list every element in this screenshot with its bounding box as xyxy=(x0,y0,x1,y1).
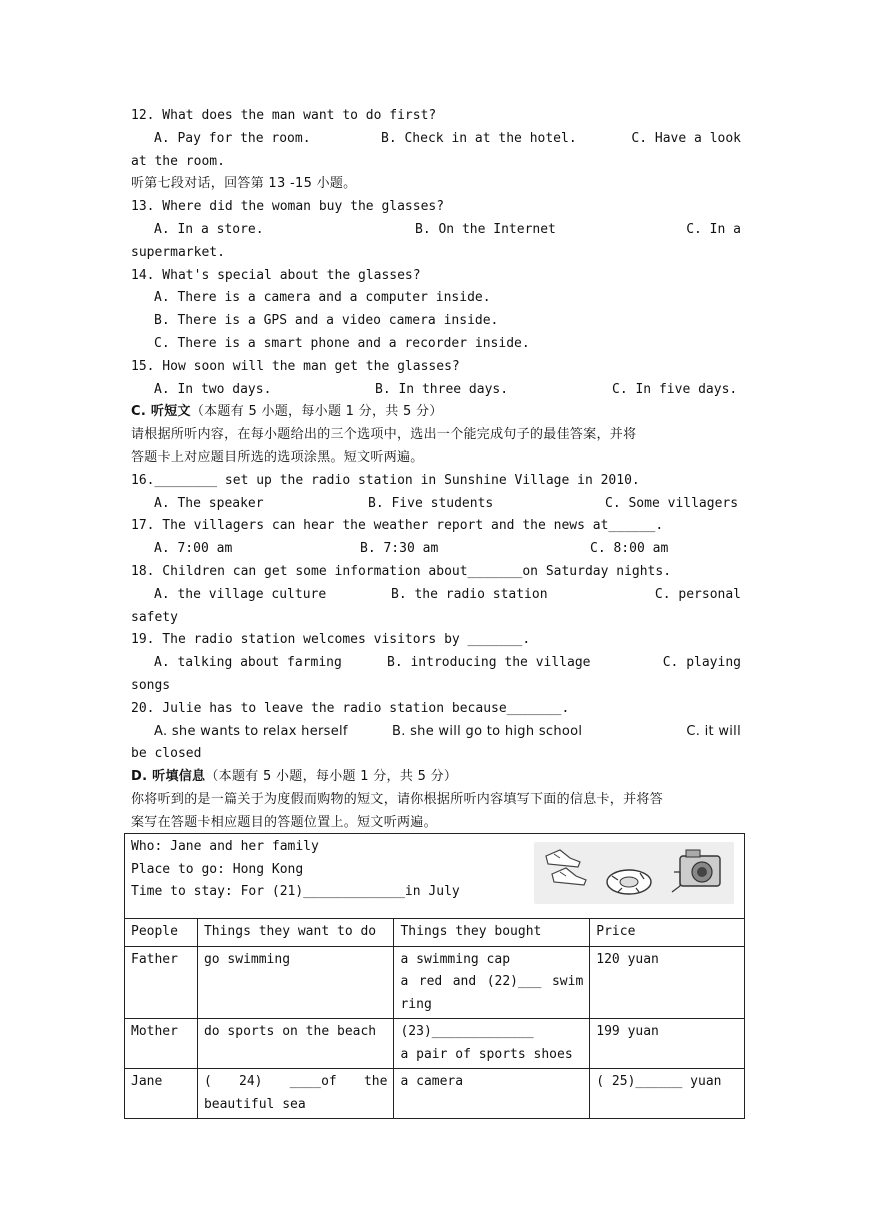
row-mother-bought-1: (23)_____________ xyxy=(400,1024,534,1039)
q20-option-c-cont: be closed xyxy=(131,746,202,762)
table-row xyxy=(125,946,745,1019)
section-d-note: （本题有 5 小题，每小题 1 分，共 5 分） xyxy=(205,769,458,785)
card-who: Who: Jane and her family xyxy=(131,839,319,854)
row-jane-want-1: ( 24) ____of the xyxy=(203,1074,388,1089)
row-father-bought-1: a swimming cap xyxy=(400,951,511,967)
q13-option-c: C. In a xyxy=(686,221,741,237)
q18-option-c: C. personal xyxy=(654,586,741,602)
table-row xyxy=(125,1019,745,1069)
q13-option-c-cont: supermarket. xyxy=(131,244,225,260)
q19-option-c: C. playing xyxy=(662,655,741,671)
card-time: Time to stay: For (21)_____________in July xyxy=(131,884,460,899)
q12-option-a: A. Pay for the room. xyxy=(154,130,311,146)
q12-option-c: C. Have a look xyxy=(631,130,741,146)
info-card-header-row xyxy=(125,834,745,919)
q14-option-a: A. There is a camera and a computer inside. xyxy=(154,290,491,306)
q15-option-b: B. In three days. xyxy=(375,381,509,397)
q16-option-b: B. Five students xyxy=(368,495,494,511)
header-people: People xyxy=(125,919,198,947)
shoes-ring-camera-icon xyxy=(534,842,734,904)
section-c-title: C. 听短文 xyxy=(131,404,191,420)
info-card-table xyxy=(124,833,745,1119)
q12-options xyxy=(131,128,741,151)
section-c-note: （本题有 5 小题，每小题 1 分，共 5 分） xyxy=(190,404,443,420)
section-c-instruction-1: 请根据所听内容，在每小题给出的三个选项中，选出一个能完成句子的最佳答案，并将 xyxy=(131,427,637,443)
row-father-bought-2a: a red and (22)___ swim xyxy=(400,974,584,989)
q20-option-a: A. she wants to relax herself xyxy=(154,723,348,739)
q12-option-b: B. Check in at the hotel. xyxy=(381,130,577,146)
row-jane-people: Jane xyxy=(125,1069,198,1119)
q15-stem: 15. How soon will the man get the glasses? xyxy=(131,358,460,374)
row-jane-want-2: beautiful sea xyxy=(203,1096,306,1112)
header-price: Price xyxy=(590,919,745,947)
row-mother-people: Mother xyxy=(125,1019,198,1069)
row-father-want: go swimming xyxy=(197,946,394,1019)
q16-options xyxy=(131,493,741,516)
section-c-heading xyxy=(131,401,741,424)
info-card-summary xyxy=(125,834,745,919)
q19-options xyxy=(131,652,741,675)
q13-option-b: B. On the Internet xyxy=(415,221,556,237)
q20-options xyxy=(131,721,741,744)
q16-option-c: C. Some villagers xyxy=(605,495,739,511)
q18-option-b: B. the radio station xyxy=(391,586,548,602)
header-things-want: Things they want to do xyxy=(197,919,394,947)
row-father-price: 120 yuan xyxy=(590,946,745,1019)
q13-stem: 13. Where did the woman buy the glasses? xyxy=(131,199,445,215)
row-father-bought xyxy=(394,946,590,1019)
shopping-items-image xyxy=(534,842,734,904)
q16-stem: 16.________ set up the radio station in Sunshine Village in 2010. xyxy=(131,472,640,488)
q18-stem: 18. Children can get some information about_______on Saturday nights. xyxy=(131,563,672,579)
q14-option-c: C. There is a smart phone and a recorder inside. xyxy=(154,335,530,351)
q17-stem: 17. The villagers can hear the weather report and the news at______. xyxy=(131,518,664,534)
q20-option-c: C. it will xyxy=(686,723,741,739)
card-place: Place to go: Hong Kong xyxy=(131,861,304,877)
part7-instruction: 听第七段对话，回答第 13 -15 小题。 xyxy=(131,176,357,192)
row-jane-bought: a camera xyxy=(394,1069,590,1119)
info-card-column-headers xyxy=(125,919,745,947)
q18-option-c-cont: safety xyxy=(131,609,178,625)
q19-option-c-cont: songs xyxy=(131,677,171,693)
q19-stem: 19. The radio station welcomes visitors by _______. xyxy=(131,632,531,648)
row-mother-price: 199 yuan xyxy=(590,1019,745,1069)
q20-option-b: B. she will go to high school xyxy=(392,723,583,739)
section-d-instruction-1: 你将听到的是一篇关于为度假而购物的短文，请你根据所听内容填写下面的信息卡，并将答 xyxy=(131,791,664,807)
section-d-heading xyxy=(131,766,741,789)
q14-stem: 14. What's special about the glasses? xyxy=(131,267,421,283)
q15-option-c: C. In five days. xyxy=(612,381,738,397)
table-row xyxy=(125,1069,745,1119)
header-things-bought: Things they bought xyxy=(394,919,590,947)
row-jane-want xyxy=(197,1069,394,1119)
section-d-instruction-2: 案写在答题卡相应题目的答题位置上。短文听两遍。 xyxy=(131,814,437,830)
row-mother-want: do sports on the beach xyxy=(197,1019,394,1069)
q18-option-a: A. the village culture xyxy=(154,586,327,602)
q13-option-a: A. In a store. xyxy=(154,221,264,237)
q17-options xyxy=(131,538,741,561)
q20-stem: 20. Julie has to leave the radio station because_______. xyxy=(131,700,570,716)
section-c-instruction-2: 答题卡上对应题目所选的选项涂黑。短文听两遍。 xyxy=(131,449,424,465)
row-mother-bought-2: a pair of sports shoes xyxy=(400,1046,573,1062)
q14-option-b: B. There is a GPS and a video camera inside. xyxy=(154,313,499,329)
q18-options xyxy=(131,584,741,607)
q17-option-a: A. 7:00 am xyxy=(154,541,233,557)
q19-option-b: B. introducing the village xyxy=(387,655,591,671)
q16-option-a: A. The speaker xyxy=(154,495,264,511)
q19-option-a: A. talking about farming xyxy=(154,655,342,671)
q15-options xyxy=(131,379,741,402)
q12-stem: 12. What does the man want to do first? xyxy=(131,108,437,123)
q17-option-b: B. 7:30 am xyxy=(360,541,439,557)
row-jane-price: ( 25)______ yuan xyxy=(590,1069,745,1119)
q13-options xyxy=(131,219,741,242)
q15-option-a: A. In two days. xyxy=(154,381,272,397)
q12-option-c-cont: at the room. xyxy=(131,153,225,169)
row-father-people: Father xyxy=(125,946,198,1019)
row-father-bought-2b: ring xyxy=(400,996,432,1012)
row-mother-bought xyxy=(394,1019,590,1069)
section-d-title: D. 听填信息 xyxy=(131,769,206,785)
exam-page xyxy=(131,105,741,835)
q17-option-c: C. 8:00 am xyxy=(590,541,669,557)
